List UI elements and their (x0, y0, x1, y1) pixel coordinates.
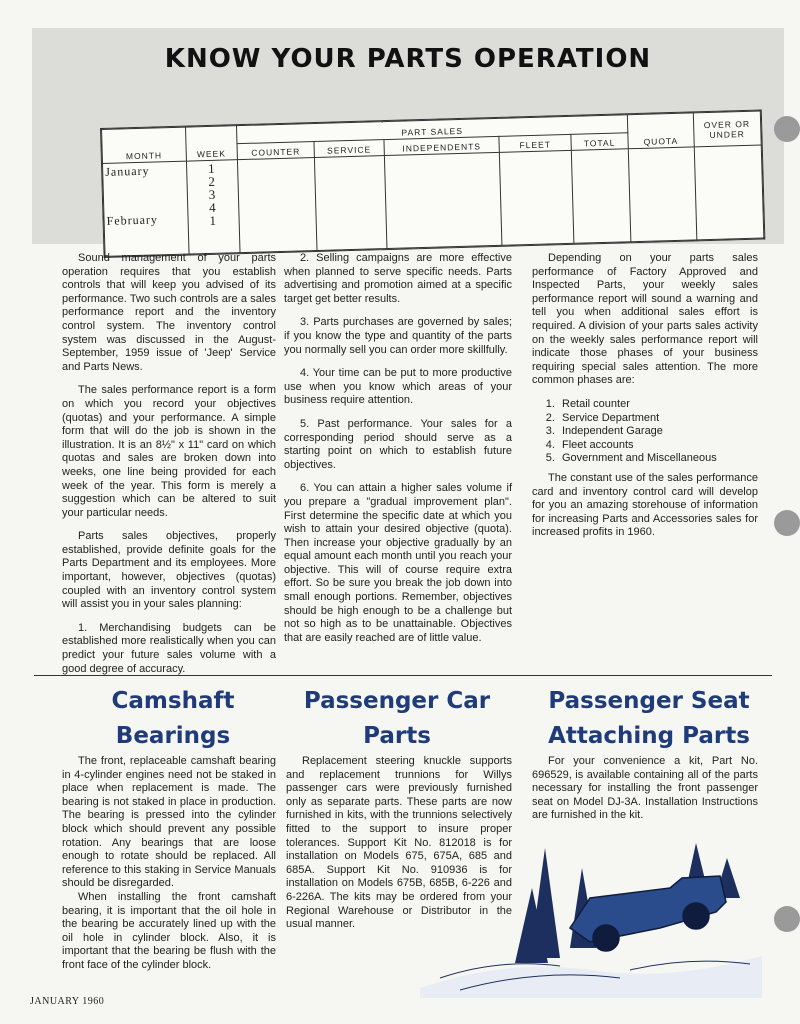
month-header: MONTH (102, 127, 186, 163)
week-1: 1 (207, 160, 216, 176)
fleet-header: FLEET (499, 134, 571, 152)
article-paragraph: 6. You can attain a higher sales volume if you prepare a "gradual improvement plan". First determine the specific date at which you wish to attain your desired objective (quota). Then increase your objective gradually by an equal amount each month until you reach your objective. This will of course require extra effort. So be sure you break the job down into small enough portions. Remember, objectives should be high enough to be a challenge but not so high as to be unattainable. Objectives that are easily reached are of little value. (284, 482, 512, 644)
heading-line: Passenger Car (303, 688, 491, 714)
article-column-3 (532, 252, 758, 550)
article-paragraph: 2. Selling campaigns are more effective when planned to serve specific needs. Parts advertising and promotion aimed at a specific target get better results. (284, 252, 512, 305)
heading-line: Parts (363, 723, 431, 749)
service-header: SERVICE (314, 140, 384, 158)
article-paragraph: Parts sales objectives, properly established, provide definite goals for the Parts Department and its employees. More important, however, objectives (quotas) coupled with an inventory control system will assist you in your sales planning: (62, 530, 276, 611)
section-divider (34, 675, 772, 676)
snow-ground (420, 956, 762, 998)
heading-line: Bearings (115, 723, 231, 749)
independents-cell (384, 152, 502, 248)
month-february: February (106, 212, 159, 228)
fleet-cell (500, 150, 574, 245)
quota-cell (628, 147, 696, 242)
total-header: TOTAL (571, 133, 629, 151)
over-under-header: OVER OR UNDER (693, 111, 761, 147)
punch-hole-top (774, 116, 800, 142)
list-item: 2. Service Department (558, 412, 758, 426)
week-2: 2 (208, 173, 217, 189)
article-column-1 (62, 252, 276, 675)
passenger-car-heading (286, 684, 508, 754)
article-paragraph: The sales performance report is a form on which you record your objectives (quotas) and your performance. A simple form that will do the job is shown in the illustration. It is an 8½" x 11" card on which quotas and sales are broken down into weeks, one line being provided for each week of the year. This form is merely a suggestion which can be altered to suit your particular needs. (62, 384, 276, 519)
sales-performance-form (100, 110, 765, 258)
heading-line: Passenger Seat (548, 688, 750, 714)
counter-cell (237, 158, 317, 253)
quota-header: QUOTA (627, 113, 693, 149)
article-paragraph: For your convenience a kit, Part No. 696529, is available containing all of the parts necessary for installing the front passenger seat on Model DJ-3A. Installation Instructions are furnished in the kit. (532, 755, 758, 822)
article-paragraph: 3. Parts purchases are governed by sales; if you know the type and quantity of the parts you normally sell you can order more skillfully. (284, 316, 512, 356)
camshaft-body (62, 755, 276, 983)
footer-date: JANUARY 1960 (30, 996, 105, 1007)
article-paragraph: 4. Your time can be put to more productive use when you know which areas of your business require attention. (284, 367, 512, 407)
camshaft-heading (62, 684, 284, 754)
article-paragraph: Replacement steering knuckle supports and replacement trunnions for Willys passenger cars were previously furnished only as separate parts. These parts are now furnished in kits, with the trunnions selectively fitted to the support to insure proper tolerances. Support Kit No. 812018 is for installation on Models 675, 675A, 685 and 685A. Support Kit No. 910936 is for installation on Models 675B, 685B, 6-226 and 6-226A. The kits may be ordered from your Regional Warehouse or Distributor in the usual manner. (286, 755, 512, 931)
article-paragraph: The front, replaceable camshaft bearing in 4-cylinder engines need not be staked in place when replacement is made. The bearing is not staked in place in production. The bearing is pressed into the cylinder block which should prevent any possible rotation. Any bearings that are loose enough to rotate should be replaced. All reference to this staking in Service Manuals should be disregarded. (62, 755, 276, 890)
article-paragraph: The constant use of the sales performance card and inventory control card will develop for you an amazing storehouse of information for increasing Parts and Accessories sales for increased profits in 1960. (532, 471, 758, 539)
heading-line: Camshaft (111, 688, 235, 714)
passenger-seat-body (532, 755, 758, 833)
article-paragraph: Depending on your parts sales performance of Factory Approved and Inspected Parts, your weekly sales performance report will sound a warning and tell you when additional sales effort is required. A division of your parts sales activity on the weekly sales performance report will indicate those phases of your business requiring special sales attention. The more common phases are: (532, 252, 758, 387)
jeep-snow-illustration (420, 838, 762, 998)
list-item: 3. Independent Garage (558, 425, 758, 439)
list-item: 4. Fleet accounts (558, 439, 758, 453)
article-paragraph: When installing the front camshaft bearing, it is important that the oil hole in the bearing be accurately lined up with the oil hole in cylinder block. Also, it is important that the bearing be flush with the front face of the cylinder block. (62, 890, 276, 971)
list-item: 5. Government and Miscellaneous (558, 452, 758, 466)
article-paragraph: Sound management of your parts operation requires that you establish controls that will keep you advised of its performance. Two such controls are a sales performance report and the inventory control system. The inventory control system was discussed in the August-September, 1959 issue of 'Jeep' Service and Parts News. (62, 252, 276, 373)
part-sales-header: PART SALES (236, 115, 628, 144)
passenger-seat-heading (532, 684, 766, 754)
article-paragraph: 5. Past performance. Your sales for a corresponding period should serve as a starting point on which to establish future objectives. (284, 417, 512, 471)
service-cell (315, 156, 387, 251)
heading-line: Attaching Parts (548, 723, 750, 749)
article-column-2 (284, 252, 512, 644)
week-header: WEEK (185, 126, 237, 161)
week-feb-1: 1 (209, 212, 218, 228)
counter-header: COUNTER (237, 142, 315, 160)
punch-hole-middle (774, 510, 800, 536)
article-paragraph: 1. Merchandising budgets can be established more realistically when you can predict your future sales volume with a good degree of accuracy. (62, 621, 276, 675)
punch-hole-bottom (774, 906, 800, 932)
month-january: January (105, 163, 150, 179)
month-cell (102, 161, 188, 256)
jeep-icon (570, 876, 726, 951)
list-item: 1. Retail counter (558, 398, 758, 412)
independents-header: INDEPENDENTS (384, 136, 500, 155)
page-title: KNOW YOUR PARTS OPERATION (164, 44, 652, 74)
phase-list (532, 398, 758, 466)
sales-table (101, 111, 764, 257)
week-3: 3 (208, 186, 217, 202)
total-cell (571, 149, 631, 244)
week-cell (186, 160, 240, 254)
over-under-cell (694, 145, 764, 240)
header-banner (32, 28, 784, 244)
week-4: 4 (208, 199, 217, 215)
